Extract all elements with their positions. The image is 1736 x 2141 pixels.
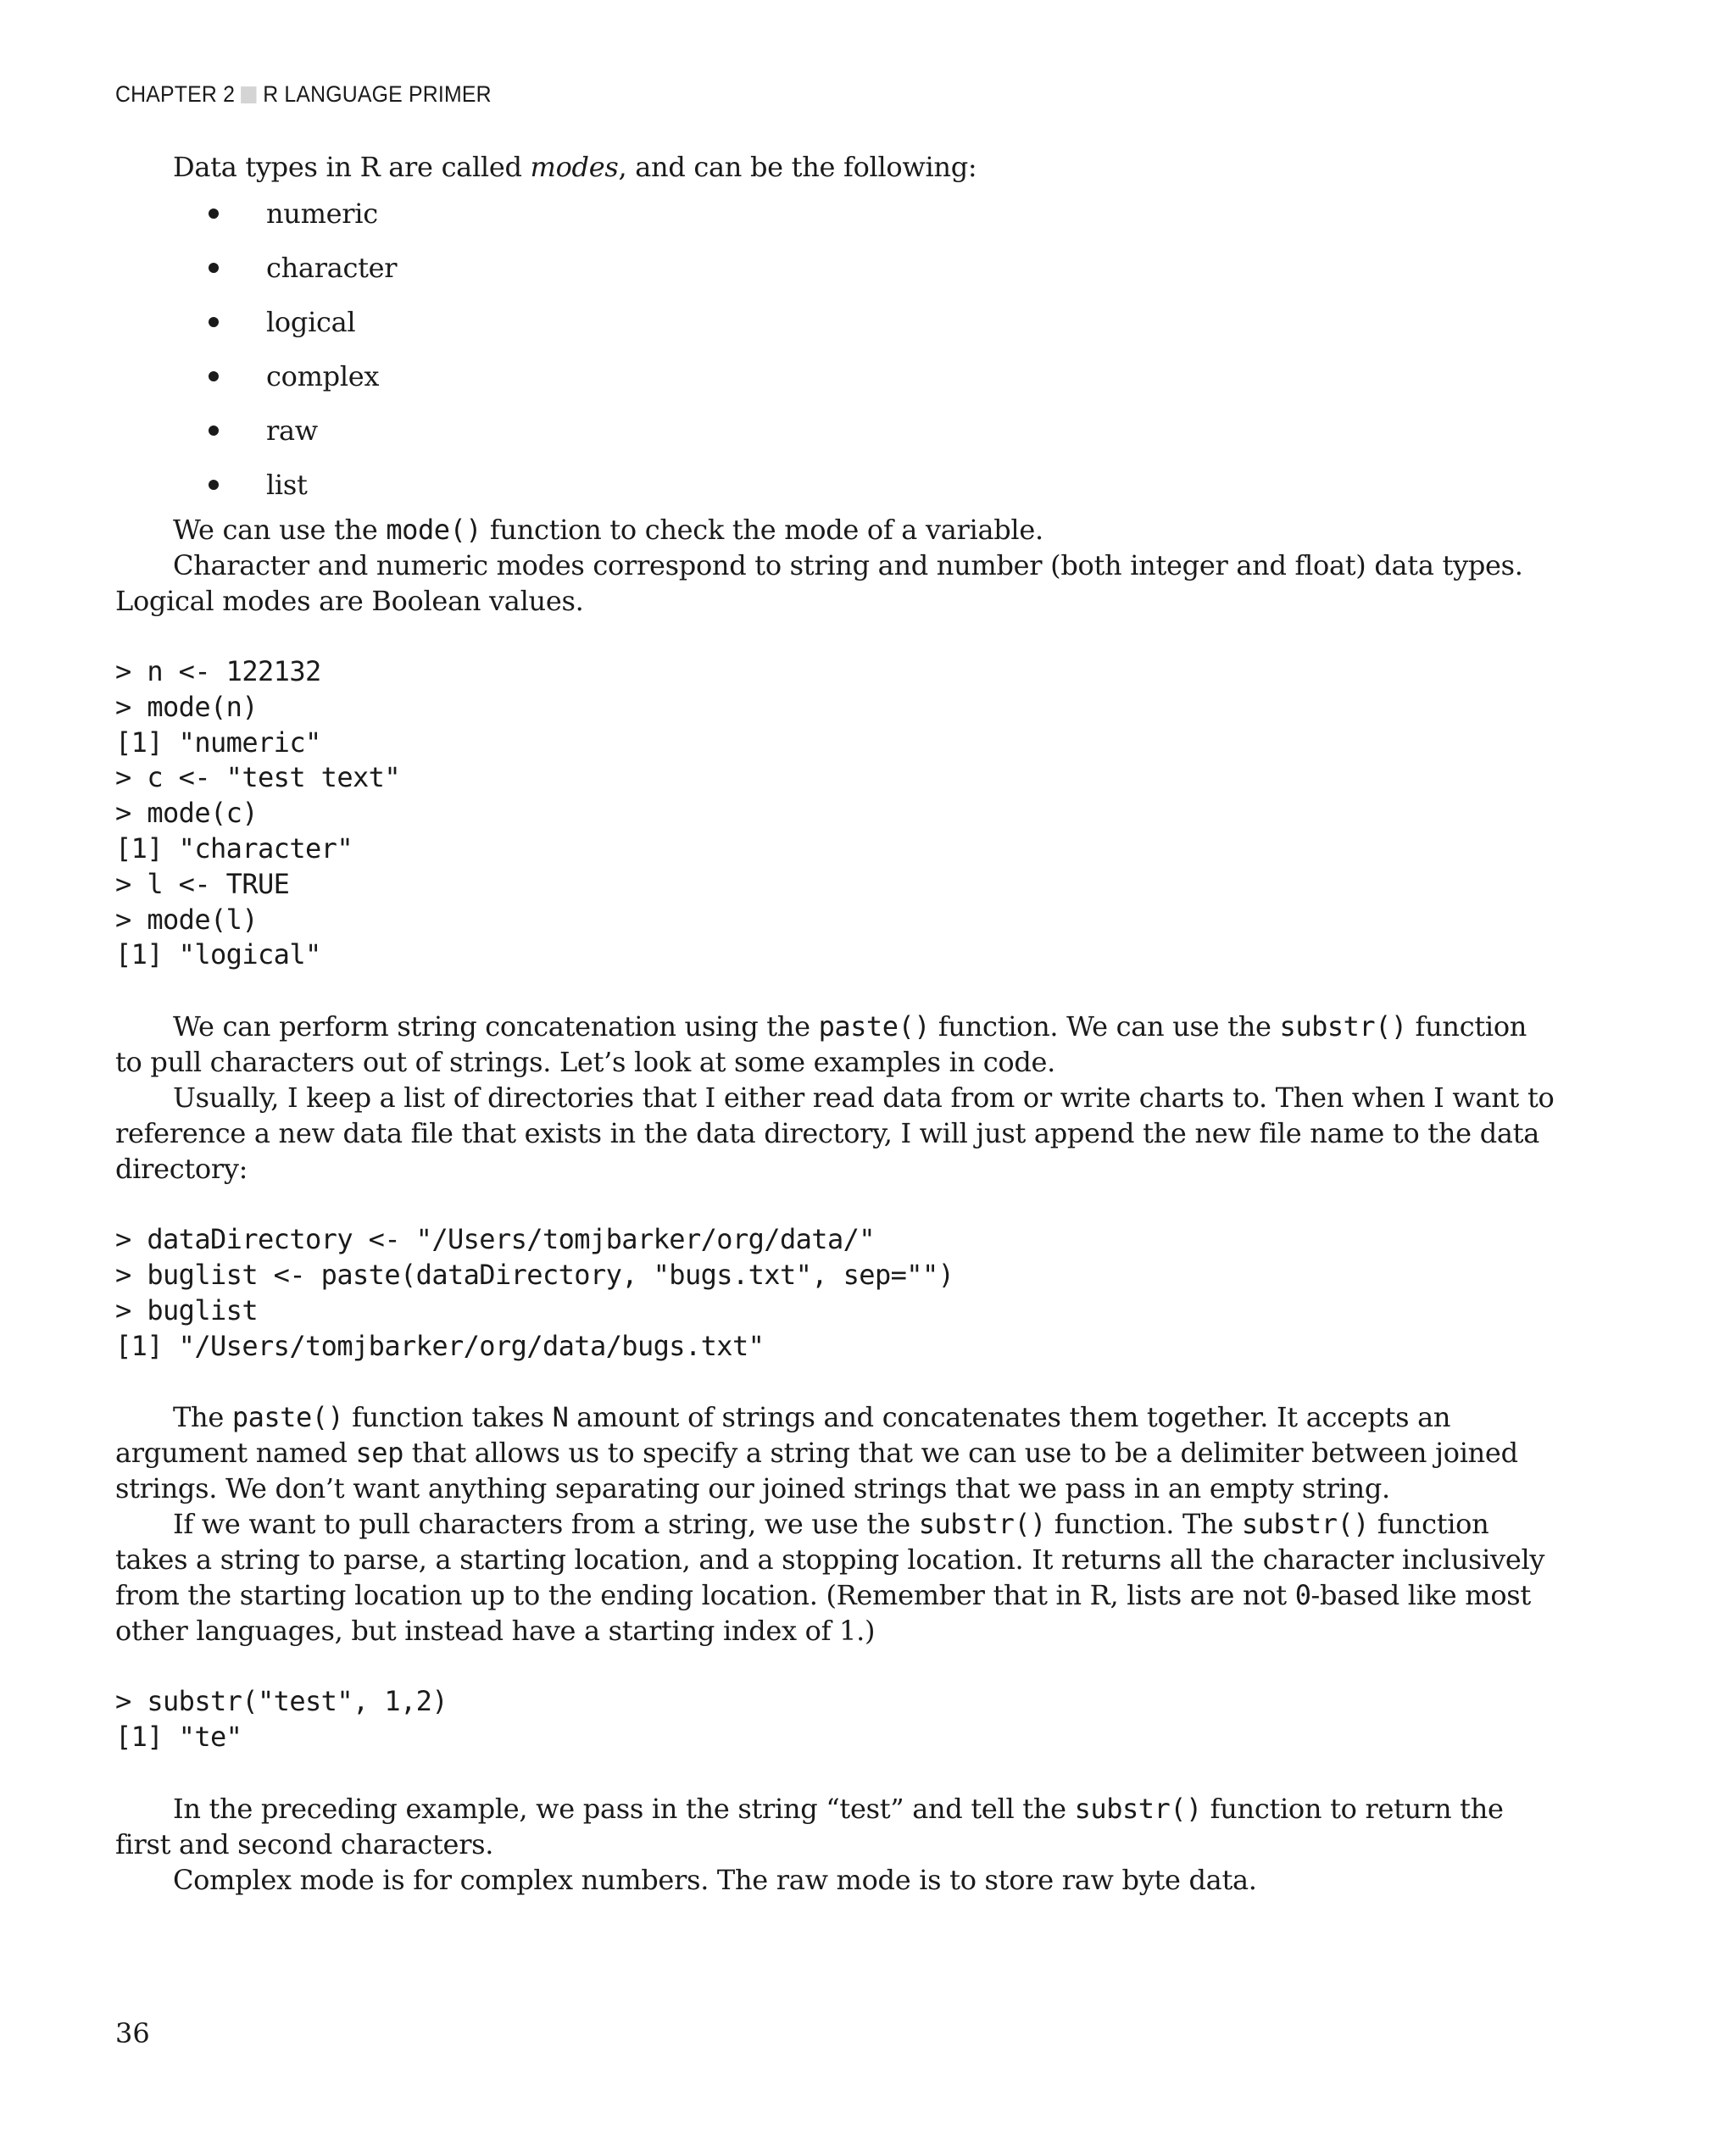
inline-code: paste() xyxy=(818,1010,930,1043)
inline-code: mode() xyxy=(386,514,481,546)
running-head xyxy=(115,81,492,108)
mode-function-paragraph: We can use the mode() function to check the mode of a variable. xyxy=(173,514,1043,546)
list-item: numeric xyxy=(115,186,1561,241)
inline-code: substr() xyxy=(1074,1792,1202,1825)
bullet-icon xyxy=(209,425,219,436)
list-item: logical xyxy=(115,295,1561,349)
modes-list xyxy=(115,186,1561,512)
inline-code: sep xyxy=(355,1437,403,1470)
bullet-icon xyxy=(209,263,219,273)
bullet-icon xyxy=(209,317,219,327)
list-item: complex xyxy=(115,349,1561,403)
page-body xyxy=(115,149,1561,1898)
inline-code: N xyxy=(552,1401,569,1434)
list-item: raw xyxy=(115,403,1561,458)
inline-code: 0 xyxy=(1294,1579,1311,1612)
chapter-label: CHAPTER 2 xyxy=(115,81,236,107)
bullet-icon xyxy=(209,371,219,381)
running-head-separator xyxy=(241,86,256,103)
paste-substr-paragraph: We can perform string concatenation using the paste() function. We can use the substr() function to pull characters out of strings. Let’s look at some examples in code. xyxy=(115,1010,1527,1079)
substr-paragraph: If we want to pull characters from a string, we use the substr() function. The substr() function takes a string to parse, a starting location, and a stopping location. It returns all the character inclusively from the starting location up to the ending location. (Remember that in R, lists are not 0-based like most other languages, but instead have a starting index of 1.) xyxy=(115,1508,1545,1648)
modes-emphasis: modes xyxy=(530,151,619,183)
inline-code: substr() xyxy=(1279,1010,1407,1043)
code-block-substr: > substr("test", 1,2) [1] "te" xyxy=(115,1685,448,1754)
usually-paragraph: Usually, I keep a list of directories that I either read data from or write charts to. Then when I want to reference a new data file that exists in the data directory, I will just append the new file name to the data directory: xyxy=(115,1082,1555,1186)
paste-function-paragraph: The paste() function takes N amount of strings and concatenates them together. It accepts an argument named sep that allows us to specify a string that we can use to be a delimiter between joined strings. We don’t want anything separating our joined strings that we pass in an empty string. xyxy=(115,1401,1518,1505)
char-numeric-paragraph: Character and numeric modes correspond to string and number (both integer and float) data types. Logical modes are Boolean values. xyxy=(115,549,1523,617)
inline-code: paste() xyxy=(231,1401,344,1434)
code-block-modes: > n <- 122132 > mode(n) [1] "numeric" > c <- "test text" > mode(c) [1] "character" > l <- TRUE > mode(l) [1] "logical" xyxy=(115,655,400,971)
intro-paragraph: Data types in R are called modes, and can be the following: xyxy=(173,151,977,183)
code-block-paste: > dataDirectory <- "/Users/tomjbarker/org/data/" > buglist <- paste(dataDirectory, "bugs.txt", sep="") > buglist [1] "/Users/tomjbarker/org/data/bugs.txt" xyxy=(115,1223,954,1362)
bullet-icon xyxy=(209,209,219,219)
chapter-title: R LANGUAGE PRIMER xyxy=(263,81,492,107)
bullet-icon xyxy=(209,480,219,490)
list-item: list xyxy=(115,458,1561,512)
preceding-example-paragraph: In the preceding example, we pass in the string “test” and tell the substr() function to return the first and second characters. xyxy=(115,1792,1504,1860)
page-number: 36 xyxy=(115,2017,150,2049)
list-item: character xyxy=(115,241,1561,295)
complex-mode-paragraph: Complex mode is for complex numbers. The raw mode is to store raw byte data. xyxy=(173,1863,1257,1896)
inline-code: substr() xyxy=(918,1508,1046,1541)
inline-code: substr() xyxy=(1241,1508,1370,1541)
